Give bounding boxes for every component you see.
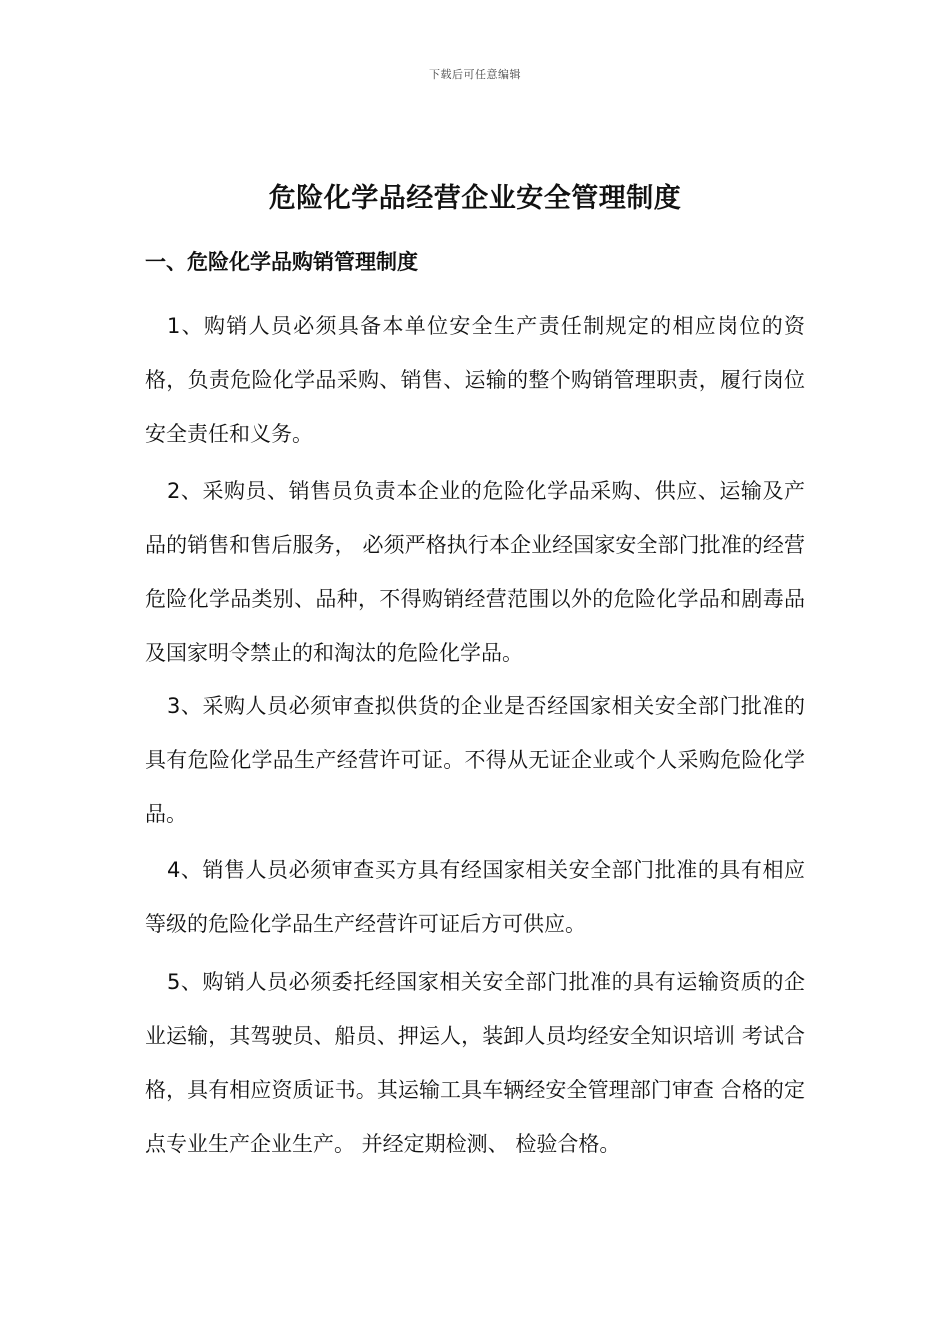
paragraph-5: 5、购销人员必须委托经国家相关安全部门批准的具有运输资质的企业运输，其驾驶员、船员、押运人，装卸人员均经安全知识培训 考试合格，具有相应资质证书。其运输工具车辆经安全管理部门审查 合格的定点专业生产企业生产。 并经定期检测、 检验合格。 [145, 970, 805, 1156]
section-heading: 一、危险化学品购销管理制度 [145, 250, 418, 274]
paragraph-1: 1、购销人员必须具备本单位安全生产责任制规定的相应岗位的资格，负责危险化学品采购、销售、运输的整个购销管理职责，履行岗位安全责任和义务。 [145, 314, 805, 446]
paragraph-4: 4、销售人员必须审查买方具有经国家相关安全部门批准的具有相应等级的危险化学品生产经营许可证后方可供应。 [145, 858, 805, 936]
document-title: 危险化学品经营企业安全管理制度 [268, 183, 682, 214]
paragraph-2: 2、采购员、销售员负责本企业的危险化学品采购、供应、运输及产品的销售和售后服务， 必须严格执行本企业经国家安全部门批准的经营危险化学品类别、品种，不得购销经营范围以外的危险化学品和剧毒品及国家明令禁止的和淘汰的危险化学品。 [145, 479, 805, 665]
paragraph-3: 3、采购人员必须审查拟供货的企业是否经国家相关安全部门批准的具有危险化学品生产经营许可证。不得从无证企业或个人采购危险化学品。 [145, 694, 805, 826]
header-note: 下载后可任意编辑 [429, 68, 521, 81]
